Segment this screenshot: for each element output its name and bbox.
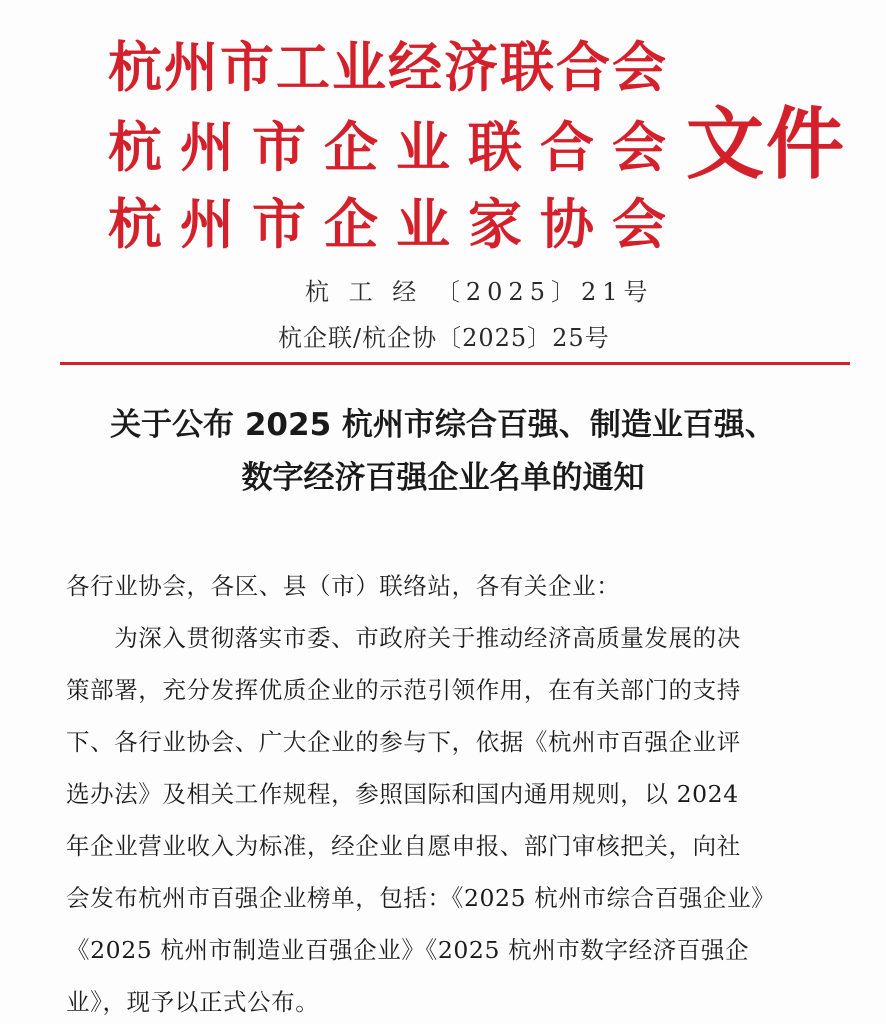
body-line-7: 《2025 杭州市制造业百强企业》《2025 杭州市数字经济百强企 xyxy=(66,936,750,964)
notice-title-line-1: 关于公布 2025 杭州市综合百强、制造业百强、 xyxy=(110,407,776,443)
salutation: 各行业协会，各区、县（市）联络站，各有关企业： xyxy=(66,572,621,600)
body-line-3: 下、各行业协会、广大企业的参与下，依据《杭州市百强企业评 xyxy=(66,728,741,756)
body-line-1: 为深入贯彻落实市委、市政府关于推动经济高质量发展的决 xyxy=(66,624,741,652)
body-line-8: 业》，现予以正式公布。 xyxy=(66,988,320,1016)
document-type-label: 文件 xyxy=(686,100,847,190)
body-line-4: 选办法》及相关工作规程，参照国际和国内通用规则，以 2024 xyxy=(66,780,739,808)
document-number-2: 杭企联/杭企协〔2025〕25号 xyxy=(278,324,610,352)
issuer-name-3: 杭州市企业家协会 xyxy=(108,193,684,256)
document-number-1: 杭 工 经 〔2025〕21号 xyxy=(305,278,654,306)
body-line-5: 年企业营业收入为标准，经企业自愿申报、部门审核把关，向社 xyxy=(66,832,741,860)
notice-title-line-2: 数字经济百强企业名单的通知 xyxy=(241,460,645,496)
issuer-name-1: 杭州市工业经济联合会 xyxy=(108,36,668,99)
issuer-name-2: 杭州市企业联合会 xyxy=(108,116,684,179)
body-line-6: 会发布杭州市百强企业榜单，包括：《2025 杭州市综合百强企业》 xyxy=(66,884,776,912)
red-header-rule xyxy=(60,362,850,365)
body-line-2: 策部署，充分发挥优质企业的示范引领作用，在有关部门的支持 xyxy=(66,676,741,704)
